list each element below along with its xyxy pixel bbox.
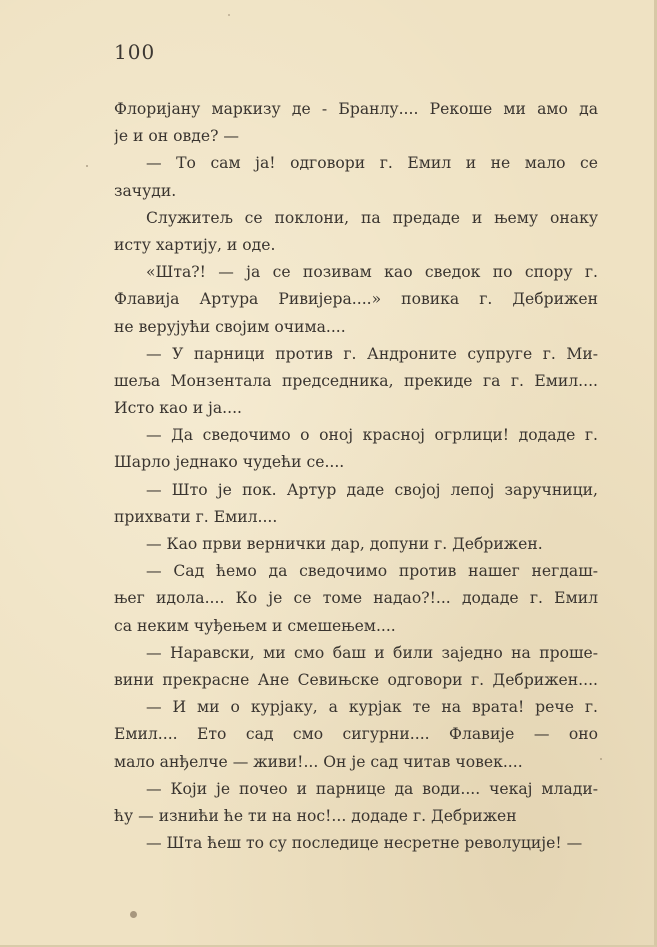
- text-line: ћу — изнићи ће ти на нос!... додаде г. Дебрижен: [114, 806, 517, 825]
- text-line: Шарло једнако чудећи се....: [114, 453, 345, 472]
- text-line: — Шта ћеш то су последице несретне револуције! —: [146, 834, 583, 853]
- paper-speck: [86, 165, 88, 167]
- text-line: — У парници против г. Андроните супруге г. Ми-: [146, 344, 598, 363]
- text-line: вини прекрасне Ане Севињске одговори г. Дебрижен....: [114, 670, 598, 689]
- text-line: — И ми о курјаку, а курјак те на врата! рече г.: [146, 698, 598, 717]
- text-line: — Сад ћемо да сведочимо против нашег негдаш-: [146, 562, 598, 581]
- paper-speck: [130, 911, 137, 918]
- paper-speck: [228, 14, 230, 16]
- text-line: Флавија Артура Ривијера....» повика г. Дебрижен: [114, 290, 598, 309]
- text-line: прихвати г. Емил....: [114, 507, 278, 526]
- text-line: са неким чуђењем и смешењем....: [114, 616, 396, 635]
- text-line: шеља Монзентала председника, прекиде га г. Емил....: [114, 371, 598, 390]
- text-line: «Шта?! — ја се позивам као сведок по спору г.: [146, 263, 598, 282]
- text-line: — Да сведочимо о оној красној огрлици! додаде г.: [146, 426, 598, 445]
- text-line: Флоријану маркизу де - Бранлу.... Рекоше ми амо да: [114, 100, 598, 118]
- text-line: — Који је почео и парнице да води.... чекај млади-: [146, 779, 598, 798]
- body-text: [114, 96, 598, 857]
- text-line: Емил.... Ето сад смо сигурни.... Флавије — оно: [114, 725, 598, 744]
- text-line: је и он овде? —: [114, 127, 240, 146]
- text-line: зачуди.: [114, 181, 177, 200]
- text-line: — Као први вернички дар, допуни г. Дебрижен.: [146, 535, 543, 553]
- text-line: Исто као и ја....: [114, 399, 243, 418]
- text-line: не верујући својим очима....: [114, 317, 346, 336]
- text-line: исту хартију, и оде.: [114, 235, 276, 254]
- text-line: — Што је пок. Артур даде својој лепој заручници,: [146, 480, 598, 499]
- paper-speck: [600, 758, 602, 760]
- text-line: мало анђелче — живи!... Он је сад читав човек....: [114, 752, 523, 771]
- text-line: Служитељ се поклони, па предаде и њему онаку: [146, 208, 598, 227]
- text-line: — То сам ја! одговори г. Емил и не мало се: [146, 154, 598, 173]
- text-line: — Наравски, ми смо баш и били заједно на проше-: [146, 643, 598, 662]
- text-line: њег идола.... Ко је се томе надао?!... додаде г. Емил: [114, 589, 598, 608]
- page-number: 100: [114, 40, 156, 64]
